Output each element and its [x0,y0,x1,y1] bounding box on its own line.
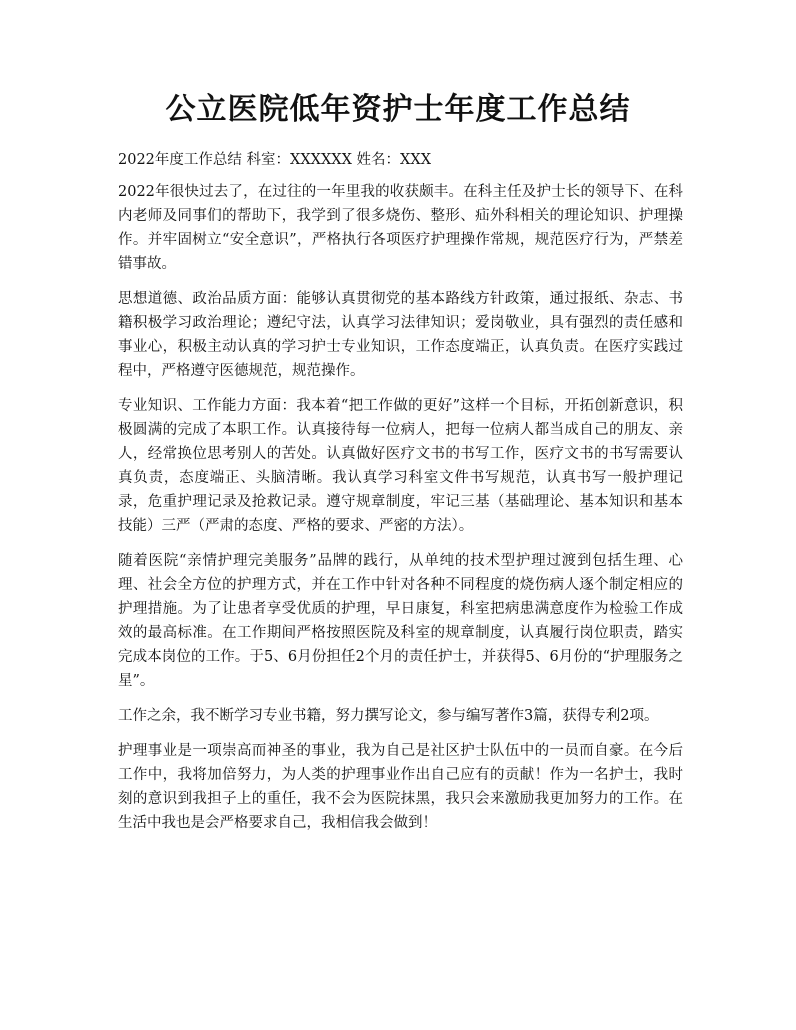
document-title: 公立医院低年资护士年度工作总结 [165,92,631,127]
paragraph-professional-skills: 专业知识、工作能力方面：我本着“把工作做的更好”这样一个目标，开拓创新意识，积极圆满的完成了本职工作。认真接待每一位病人，把每一位病人都当成自己的朋友、亲人，经常换位思考别人的苦处。认真做好医疗文书的书写工作，医疗文书的书写需要认真负责，态度端正、头脑清晰。我认真学习科室文件书写规范，认真书写一般护理记录，危重护理记录及抢救记录。遵守规章制度，牢记三基（基础理论、基本知识和基本技能）三严（严肃的态度、严格的要求、严密的方法）。 [118,398,683,534]
document-meta-line: 2022年度工作总结 科室：XXXXXX 姓名：XXX [118,152,432,168]
paragraph-ideology: 思想道德、政治品质方面：能够认真贯彻党的基本路线方针政策，通过报纸、杂志、书籍积极学习政治理论；遵纪守法，认真学习法律知识；爱岗敬业，具有强烈的责任感和事业心，积极主动认真的学习护士专业知识，工作态度端正，认真负责。在医疗实践过程中，严格遵守医德规范，规范操作。 [118,291,683,379]
paragraph-intro: 2022年很快过去了，在过往的一年里我的收获颇丰。在科主任及护士长的领导下、在科内老师及同事们的帮助下，我学到了很多烧伤、整形、疝外科相关的理论知识、护理操作。并牢固树立“安全意识”，严格执行各项医疗护理操作常规，规范医疗行为，严禁差错事故。 [118,184,683,272]
paragraph-study-research: 工作之余，我不断学习专业书籍，努力撰写论文，参与编写著作3篇，获得专利2项。 [118,708,659,724]
document-body [118,180,683,846]
paragraph-conclusion: 护理事业是一项崇高而神圣的事业，我为自己是社区护士队伍中的一员而自豪。在今后工作中，我将加倍努力，为人类的护理事业作出自己应有的贡献！作为一名护士，我时刻的意识到我担子上的重任，我不会为医院抹黑，我只会来激励我更加努力的工作。在生活中我也是会严格要求自己，我相信我会做到！ [118,743,683,831]
paragraph-nursing-service: 随着医院“亲情护理完美服务”品牌的践行，从单纯的技术型护理过渡到包括生理、心理、社会全方位的护理方式，并在工作中针对各种不同程度的烧伤病人逐个制定相应的护理措施。为了让患者享受优质的护理，早日康复，科室把病患满意度作为检验工作成效的最高标准。在工作期间严格按照医院及科室的规章制度，认真履行岗位职责，踏实完成本岗位的工作。于5、6月份担任2个月的责任护士，并获得5、6月份的“护理服务之星”。 [118,553,683,689]
